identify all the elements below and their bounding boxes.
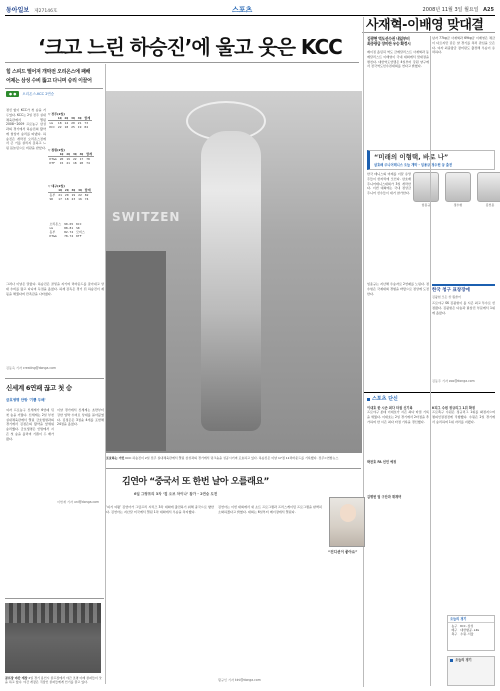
list-item: 김병현 팀 구단과 재계약 (367, 494, 402, 499)
right-body-col-1: 베이징 올림픽 역도 금메달리스트 사재혁과 동메달리스트 이배영이 국내 대회에서 맞대결을 펼친다. 대한역도연맹은 4일부터 강원 양구에서 전국역도선수권대회를 연다고 밝혔다. (367, 50, 429, 69)
score-cell: 78-74 (64, 234, 74, 239)
standings (48, 222, 104, 238)
score-cell: 23 (71, 197, 76, 202)
scoreboard-1-title: ▽ 전주(2일) (48, 112, 65, 116)
player-name-3: 김선용 (485, 203, 495, 207)
main-photo-caption (106, 456, 362, 460)
score-cell: 82-74 (64, 230, 74, 235)
golf-night-photo (5, 603, 101, 673)
header-cell: 4Q (79, 152, 84, 157)
team-cell: KT&G (49, 157, 57, 162)
scoreboard-3-title: ▽ 대구(2일) (48, 184, 65, 188)
score-cell: 21 (58, 193, 62, 198)
score-cell: 22 (72, 157, 77, 162)
score-cell: 18 (64, 197, 69, 202)
header-cell: 3Q (71, 116, 75, 121)
yuna-body-col-1: ‘피겨 여왕’ 김연아가 그랑프리 시리즈 3차 대회에 출전하기 위해 중국으로 향한다. 김연아는 지난달 미국에서 열린 1차 대회에서 우승을 차지했다. (106, 505, 214, 514)
yuna-quote: “컨디션이 좋아요” (328, 550, 358, 554)
score-cell: 19 (71, 193, 76, 198)
page-number: A25 (483, 7, 494, 13)
award-box (432, 284, 495, 384)
yuna-sub: 6일 그랑프리 3차 ‘컵 오브 차이나’ 참가 - 2연승 도전 (134, 492, 218, 496)
team-cell: KTF (49, 161, 55, 166)
header-cell: 1Q (57, 116, 62, 121)
tennis-body-col-2: 임용규는 지난해 우승자로 2연패를 노린다. 정수현은 국제대회 경험을 바탕으로 정상에 도전한다. (367, 282, 429, 296)
score-cell: 20 (64, 193, 69, 198)
tennis-quote-sub: 삼호배 주니어테니스 오늘 개막 - 임용규·정수현 등 출전 (374, 162, 453, 167)
today-games-box (447, 615, 495, 651)
tennis-body-col-1: 한국 테니스의 미래를 이끌 유망주들이 한자리에 모인다. 삼호배 주니어테니스대회가 3일 개막한다. 이번 대회에는 국내 정상급 주니어 선수들이 대거 참가한다. (367, 172, 411, 196)
score-cell: 21 (66, 161, 70, 166)
photo-banner-text: SWITZEN (112, 210, 181, 224)
main-headline: ‘크고 느린 하승진’에 울고 웃은 KCC (38, 35, 342, 59)
avatar (413, 172, 439, 202)
lede (6, 69, 104, 85)
scoreboard-2-table (48, 152, 94, 165)
second-headline: 신세계 6연패 끊고 첫 승 (6, 384, 72, 392)
team-cell: 동부 (49, 230, 56, 235)
schedule-box (447, 656, 495, 686)
tennis-quote-box (367, 150, 495, 170)
tennis-players-photos (413, 172, 500, 207)
team-cell: LG (49, 121, 54, 126)
caption-text: KCC 하승진이 2일 전주 실내체육관에서 열린 삼성과의 경기에서 덩크슛을 성공시키며 포효하고 있다. 하승진은 이날 17점 11리바운드를 기록했다. 전주=연합뉴스 (125, 456, 339, 460)
score-cell: 21 (77, 121, 82, 126)
header-cell: 1Q (58, 188, 62, 193)
team-cell: 동부 (49, 193, 56, 198)
right-sub-line-1: 김광현 역도선수권 내일부터 (367, 36, 410, 41)
table-row (48, 125, 92, 129)
yuna-photo (329, 497, 365, 547)
lede-line-1: 힘 스피드 떨어져 개막전 오리온스에 패배 (6, 69, 91, 75)
player-photo-3 (477, 172, 500, 207)
team-logo-icon: ● ● (6, 91, 19, 97)
award-headline: 한국 청구 표창장에 (432, 288, 470, 293)
total-cell: 73 (84, 121, 89, 126)
second-byline: 이헌재 기자 uni@donga.com (57, 500, 100, 504)
date-page (423, 7, 494, 14)
score-cell: 18 (72, 161, 77, 166)
scoreboard-3-table (48, 188, 92, 201)
sports-brief-header (367, 396, 495, 403)
score-cell: 18 (57, 121, 62, 126)
yuna-headline: 김연아 “중국서 또 한번 날아 오를래요” (122, 477, 269, 487)
player-figure (201, 131, 261, 431)
brief-list (367, 406, 429, 499)
score-cell: 14 (64, 121, 69, 126)
bottom-caption-text: 2일 경기 용인시 골프장에서 야간 조명 아래 골퍼들이 샷을 하고 있다. 야간 개장은 직장인 골퍼들에게 인기를 끌고 있다. (5, 676, 102, 685)
header-cell: 합계 (84, 188, 91, 193)
award-byline: 김동주 기자 zoo@donga.com (432, 379, 475, 384)
header-cell: 4Q (77, 116, 82, 121)
team-cell: KCC (49, 125, 55, 130)
main-photo (106, 91, 362, 453)
scoreboard-3 (48, 184, 104, 201)
bullet-icon (367, 398, 370, 401)
scoreboard-2 (48, 148, 104, 165)
score-cell: 25 (71, 125, 75, 130)
skater-portrait-icon (340, 504, 356, 522)
right-head-rule (362, 32, 495, 33)
yuna-byline: 황규인 기자 kini@donga.com (218, 678, 261, 682)
lede-line-2: 어제는 삼성 수비 뚫고 다니며 승리 이끌어 (6, 77, 92, 84)
second-sub: 금호생명 안방 '기쁨 두배' (6, 398, 46, 402)
player-photo-1 (413, 172, 439, 207)
team-cell: KT&G (49, 234, 57, 239)
right-column-divider (363, 17, 364, 687)
score-cell: 20 (59, 157, 64, 162)
game-label (6, 92, 54, 97)
team-cell: 모비스 (76, 230, 85, 235)
list-item: K리그 수원 정규리그 1위 확정 (432, 406, 475, 410)
award-sub: 김광현 모든 상 휩쓸어 (432, 295, 461, 300)
score-cell: 17 (79, 157, 84, 162)
score-cell: 20 (79, 161, 84, 166)
list-item: 이대호 한 시즌 최다 타점 신기록 (367, 406, 413, 410)
table-row (48, 197, 92, 201)
score-cell: 17 (58, 197, 62, 202)
yuna-body-col-2: 김연아는 이번 대회에서 새 쇼트 프로그램과 프리스케이팅 프로그램을 완벽히 소화하겠다고 밝혔다. 대회는 6일부터 베이징에서 열린다. (218, 505, 322, 514)
match-cell: 대한항공-LIG (460, 628, 480, 633)
player-name-1: 임용규 (421, 203, 431, 207)
issue-number: 제27146호 (34, 9, 58, 14)
total-cell: 74 (84, 197, 89, 202)
sport-cell: 배구 (451, 628, 458, 633)
team-cell: SK (49, 197, 54, 202)
total-cell: 84 (84, 125, 89, 130)
sports-brief-title: 스포츠 단신 (371, 396, 398, 402)
total-cell: 82 (84, 193, 89, 198)
bottom-photo-caption (5, 676, 104, 690)
bottom-caption-title: 골프장 야간 개장 (5, 676, 28, 680)
second-body-col-1: 여자 프로농구 신세계가 6연패 뒤 첫 승을 거뒀다. 신세계는 2일 부천 실내체육관에서 열린 금호생명과의 경기에서 김정은의 활약을 앞세워 승리했다. 금호생명은 안방에서 시즌 첫 승을 올리며 기쁨이 두 배가 됐다. (6, 408, 54, 441)
score-cell: 88-81 (64, 226, 74, 231)
header-cell: 3Q (72, 152, 77, 157)
list-item: 박찬호 FA 선언 예정 (367, 460, 397, 465)
sport-cell: 농구 (451, 624, 458, 629)
table-row (48, 234, 86, 238)
score-cell: 22 (57, 125, 62, 130)
schedule-title (448, 657, 494, 663)
scoreboard-1 (48, 112, 104, 129)
header-cell: 1Q (59, 152, 64, 157)
today-games-title: 오늘의 경기 (448, 616, 494, 623)
brief-body-2: 프로축구 수원은 정규리그 1위를 확정지으며 챔피언결정전에 직행했다. 수원은 2일 경기에서 승리하며 1위 자리를 지켰다. (432, 410, 495, 424)
scoreboard-1-table (48, 116, 92, 129)
table-row (48, 161, 94, 165)
table-row (450, 632, 481, 636)
right-body-col-2: 남자 77kg급 사재혁과 69kg급 이배영은 체급이 다르지만 같은 날 경기를 치러 관심을 모은다. 여자 최중량급 장미란도 출전해 우승이 유력하다. (432, 36, 495, 55)
game-label-text: 오리온스-KCC 2연승 (22, 92, 55, 96)
brief-body-1: 프로야구 롯데 이대호가 시즌 최다 타점 기록을 세웠다. 이대호는 2일 경기에서 2타점을 추가하며 한 시즌 최다 타점 기록을 경신했다. (367, 410, 429, 424)
header-cell: 합계 (84, 116, 91, 121)
main-head-rule (5, 62, 359, 63)
scoreboard-2-title: ▽ 창원(2일) (48, 148, 65, 152)
total-cell: 74 (86, 161, 90, 166)
score-cell: 18 (64, 125, 69, 130)
score-cell: 19 (77, 125, 82, 130)
lede-rule (5, 88, 103, 89)
score-cell: 15 (59, 161, 64, 166)
right-headline: 사재혁-이배영 맞대결 (366, 18, 484, 33)
match-cell: 수원-서울 (460, 632, 474, 637)
standings-table (48, 222, 86, 238)
left-column-divider (105, 64, 106, 684)
score-cell: 19 (66, 157, 70, 162)
avatar (477, 172, 500, 202)
paper-name (6, 7, 57, 15)
paper-title: 동아일보 (6, 7, 30, 14)
crowd-area (106, 251, 166, 451)
award-body: 프로야구 SK 김광현이 올 시즌 최고 투수로 선정됐다. 김광현은 다승과 탈삼진 부문에서 1위에 올랐다. (432, 301, 495, 315)
score-cell: 22 (78, 193, 82, 198)
avatar (445, 172, 471, 202)
score-cell: 90-65 (64, 222, 74, 226)
second-story-rule (5, 378, 104, 379)
yuna-rule (106, 468, 361, 469)
caption-title: 포효하는 거인 (106, 456, 125, 460)
second-body-col-2: 이날 경기에서 신세계는 초반부터 강한 압박 수비로 상대를 몰아붙였다. 김정은은 3점슛 4개를 포함해 24점을 올렸다. (57, 408, 104, 427)
team-cell: LG (49, 226, 54, 231)
bottom-photo-rule (5, 598, 104, 599)
date-text: 2008년 11월 3일 월요일 (422, 7, 479, 13)
player-photo-2 (445, 172, 471, 207)
header-cell: 2Q (64, 116, 69, 121)
team-cell: KTF (76, 234, 82, 239)
today-games-table (450, 624, 481, 636)
match-cell: KCC-삼성 (460, 624, 474, 629)
tennis-quote: “미래의 이형택, 바로 나” (374, 153, 449, 161)
total-cell: 78 (86, 157, 90, 162)
header-cell: 2Q (66, 152, 70, 157)
main-body-col-1: 정신 없이 KCC가 첫 승을 거두었다. KCC는 2일 전주 실내체육관에서 열린 2008~2009 프로농구 삼성과의 경기에서 하승진의 활약에 힘입어 승리를 따냈다. 하승진은 개막전 오리온스전에서 큰 키를 살리지 못하고 느린 몸놀림으로 비판을 받았다. (6, 108, 46, 151)
masthead-rule (5, 15, 495, 16)
bullet-icon (450, 659, 453, 662)
schedule-title-text: 오늘의 경기 (455, 658, 472, 662)
main-body-col-2: 그러나 이날은 달랐다. 하승진은 골밑을 지키며 리바운드를 잡아내고 상대 수비를 뚫고 다니며 득점을 올렸다. 허재 감독은 경기 뒤 하승진이 제 몫을 해줬다며 만족감을 나타냈다. (6, 282, 104, 296)
right-inner-divider (430, 36, 431, 686)
header-cell: 합계 (86, 152, 93, 157)
header-cell: 2Q (64, 188, 69, 193)
player-name-2: 정수현 (453, 203, 463, 207)
header-cell: 4Q (78, 188, 82, 193)
team-cell: 오리온스 (49, 222, 62, 226)
team-cell: SK (76, 226, 80, 231)
header-cell: 3Q (71, 188, 76, 193)
brief-list-2 (432, 406, 495, 570)
score-cell: 20 (71, 121, 75, 126)
team-cell: KCC (76, 222, 82, 226)
main-byline: 김동욱 기자 creating@donga.com (6, 366, 56, 370)
section-name: 스포츠 (232, 6, 253, 14)
stadium-lights-icon (5, 603, 101, 623)
sport-cell: 축구 (451, 632, 458, 637)
right-sub-line-2: 최중량급 장미란 우승 확정시 (367, 41, 411, 47)
score-cell: 16 (78, 197, 82, 202)
